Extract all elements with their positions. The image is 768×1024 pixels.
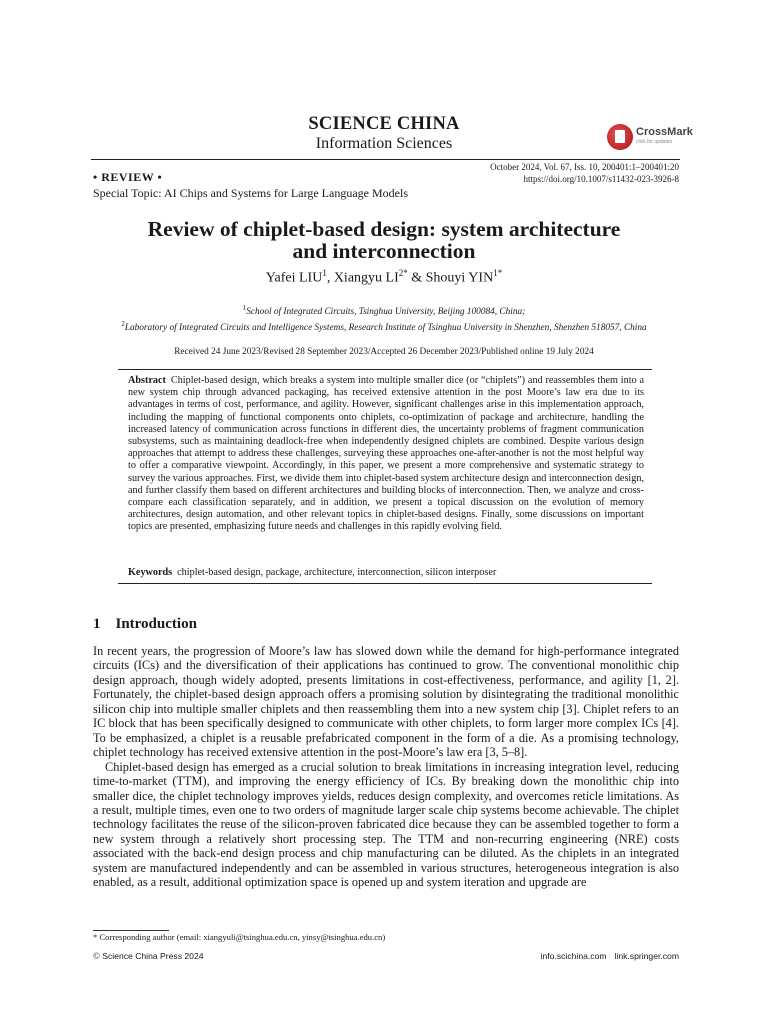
section-title: Introduction (115, 616, 197, 632)
journal-name: SCIENCE CHINA (308, 114, 460, 134)
crossmark-sublabel: click for updates (636, 139, 673, 145)
author-sup: 1* (493, 268, 503, 278)
footer-link-springer[interactable]: link.springer.com (614, 951, 679, 961)
author-sup: 1 (322, 268, 327, 278)
doi-link[interactable]: https://doi.org/10.1007/s11432-023-3926-8 (523, 173, 679, 184)
abstract-label: Abstract (128, 375, 166, 386)
abstract-top-rule (118, 369, 652, 370)
crossmark-label: CrossMark (636, 126, 693, 138)
affiliation-sup: 2 (121, 320, 125, 329)
affiliation-text: Laboratory of Integrated Circuits and Intelligence Systems, Research Institute of Tsinghua University in Shenzhen, Shenzhen 518057, China (124, 323, 647, 334)
author-name: Yafei LIU (265, 270, 323, 286)
abstract-bottom-rule (118, 583, 652, 584)
received-dates: Received 24 June 2023/Revised 28 September 2023/Accepted 26 December 2023/Published online 19 July 2024 (174, 347, 594, 357)
footer-links (541, 951, 679, 961)
title-line-2: and interconnection (292, 239, 476, 263)
section-heading (93, 616, 197, 633)
issue-line: October 2024, Vol. 67, Iss. 10, 200401:1–200401:20 (490, 162, 679, 172)
article-type: • REVIEW • (93, 170, 163, 184)
affiliations (100, 302, 668, 335)
copyright-text: Science China Press 2024 (102, 951, 204, 961)
affiliation-text: School of Integrated Circuits, Tsinghua University, Beijing 100084, China; (246, 307, 526, 318)
special-topic: Special Topic: AI Chips and Systems for Large Language Models (93, 186, 408, 200)
author-sup: 2* (398, 268, 408, 278)
copyright (93, 951, 204, 961)
keywords (128, 567, 644, 578)
keywords-label: Keywords (128, 567, 173, 578)
paper-title (0, 218, 768, 262)
affiliation-1 (100, 302, 668, 318)
publication-info (490, 162, 679, 185)
copyright-symbol: © (93, 951, 100, 961)
journal-subtitle: Information Sciences (315, 135, 453, 152)
paragraph: In recent years, the progression of Moore’s law has slowed down while the demand for high-performance integrated circuits (ICs) and the diversification of their applications has continued to grow. The conventional monolithic chip design approach, though widely adopted, presents limitations in cost-effectiveness, performance, and agility [1, 2]. Fortunately, the chiplet-based design approach offers a promising solution by disintegrating the traditional monolithic silicon chip into multiple smaller chiplets and then reassembling them into a new system chip [3]. Chiplet refers to an IC block that has been specifically designed to communicate with other chiplets, to form larger more complex ICs [4]. To be emphasized, a chiplet is a reusable prefabricated component in the form of a die. As a promising technology, chiplet technology has received extensive attention in the post-Moore’s law era [3, 5–8]. (93, 644, 679, 760)
author-name: Xiangyu LI (333, 270, 399, 286)
author-name: Shouyi YIN (425, 270, 494, 286)
footer-link-scichina[interactable]: info.scichina.com (540, 951, 607, 961)
affiliation-2 (100, 318, 668, 334)
affiliation-sup: 1 (242, 304, 247, 312)
title-line-1: Review of chiplet-based design: system architecture (147, 217, 621, 241)
paragraph: Chiplet-based design has emerged as a crucial solution to break limitations in increasing integration level, reducing time-to-market (TTM), and improving the energy efficiency of ICs. By breaking down the monolithic chip into smaller dice, the chiplet technology improves yields, reduces design complexity, and overcomes reticle limitations. As a result, multiple times, even one to two orders of magnitude larger scale chip systems become achievable. The chiplet technology facilitates the reuse of the silicon-proven fabricated dice because they can be assembled together to form a new system through a relatively short processing step. The TTM and non-recurring engineering (NRE) costs associated with the back-end design process and chip manufacturing can be diluted. As the chiplets in an integrated system are manufactured independently and can be assembled in various structures, heterogeneous integration is also enabled, as a result, additional optimization space is opened up and system iteration and upgrade are (93, 759, 679, 890)
section-number: 1 (93, 616, 101, 632)
crossmark-badge[interactable] (607, 122, 693, 152)
header-rule (91, 159, 680, 160)
abstract (128, 375, 644, 534)
author-list (0, 268, 768, 287)
author-sep: , (326, 270, 334, 286)
keywords-text: chiplet-based design, package, architecture, interconnection, silicon interposer (177, 567, 497, 578)
footnote: * Corresponding author (email: xiangyuli@tsinghua.edu.cn, yinsy@tsinghua.edu.cn) (93, 932, 386, 942)
crossmark-icon (607, 124, 633, 150)
abstract-text: Chiplet-based design, which breaks a system into multiple smaller dice (or “chiplets”) and reassembles them into a new system chip through advanced packaging, has received extensive attention in the post Moore’s law era due to its advantages in terms of cost, performance, and agility. However, significant challenges arise in this implementation approach, including the mapping of functional components onto chiplets, co-optimization of package and architecture, handling the increased latency of communication across functions in different dies, the uncertainty problems of fragment communication subsystems, such as maintaining deadlock-free when independently designed chiplets are combined. Despite various design approaches that attempt to address these challenges, surveying these approaches one-after-another is not the most helpful way to offer a comparative viewpoint. Accordingly, in this paper, we present a more comprehensive and systematic strategy to survey the various approaches. First, we divide them into chiplet-based system architecture design and interconnection design, and further classify them based on different architectures and building blocks of interconnection. Then, we analyze and cross-compare each classification separately, and in addition, we present a topical discussion on the evolution of memory architectures, design automation, and other relevant topics in chiplet-based designs. Finally, some discussions on important topics are presented, emphasizing future needs and challenges in this rapidly evolving field. (128, 375, 644, 533)
body-text (93, 644, 679, 890)
footnote-rule (93, 930, 169, 931)
author-sep: & (407, 270, 426, 286)
